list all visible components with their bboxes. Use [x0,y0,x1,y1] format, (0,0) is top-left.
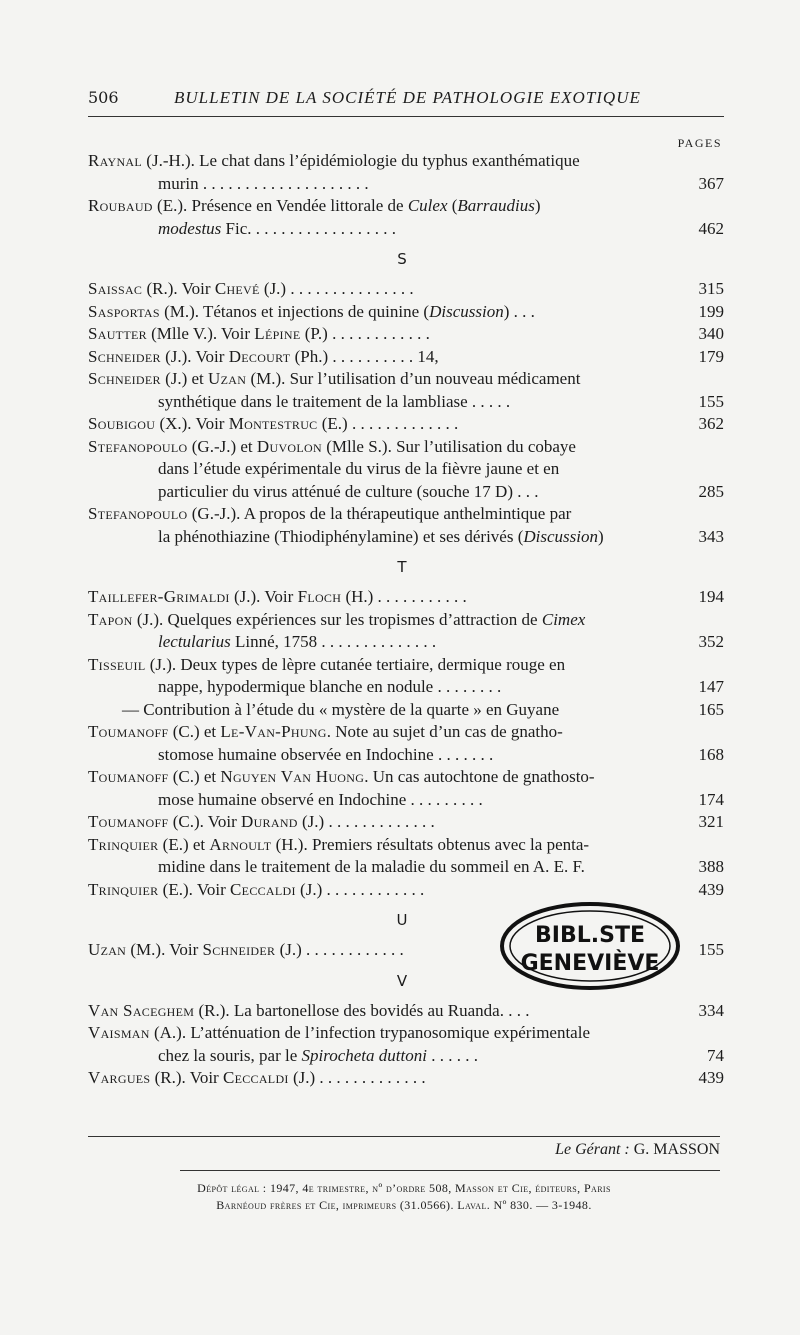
entry-page-number: 388 [698,857,724,876]
section-letter [88,240,724,278]
index-entry [88,346,724,369]
entry-line: Van Saceghem (R.). La bartonellose des bovidés au Ruanda. . . . [88,1000,530,1020]
entry-line: Saissac (R.). Voir Chevé (J.) . . . . . . . . . . . . . . . [88,279,414,298]
index-entry [88,721,724,766]
entry-line: Raynal (J.-H.). Le chat dans l’épidémiologie du typhus exanthématique [88,151,580,170]
entry-line: mose humaine observé en Indochine . . . . . . . . . [158,789,483,809]
index-entry [88,323,724,346]
entry-line: — Contribution à l’étude du « mystère de la quarte » en Guyane [88,699,560,719]
index-entry [88,1000,724,1023]
section-letter [88,548,724,586]
section-letter-text: U [396,911,408,929]
header-rule [88,116,724,117]
entry-line: Roubaud (E.). Présence en Vendée littorale de Culex (Barraudius) [88,196,541,215]
gerant-name: G. MASSON [633,1141,720,1158]
gerant-line [555,1141,720,1159]
running-title: BULLETIN DE LA SOCIÉTÉ DE PATHOLOGIE EXOTIQUE [174,88,641,107]
entry-line: murin . . . . . . . . . . . . . . . . . . . . [158,173,369,193]
entry-line: dans l’étude expérimentale du virus de la fièvre jaune et en [158,459,560,478]
entry-line: Stefanopoulo (G.-J.) et Duvolon (Mlle S.). Sur l’utilisation du cobaye [88,436,576,456]
index-entry [88,586,724,609]
legal-line-1: Dépôt légal : 1947, 4e trimestre, nº d’ordre 508, Masson et Cie, éditeurs, Paris [197,1181,611,1195]
index-entry [88,503,724,548]
entry-line: Toumanoff (C.). Voir Durand (J.) . . . . . . . . . . . . . [88,812,435,831]
entry-line: Taillefer-Grimaldi (J.). Voir Floch (H.) . . . . . . . . . . . [88,587,467,606]
entry-page-number: 439 [698,1068,724,1087]
entry-line: Stefanopoulo (G.-J.). A propos de la thérapeutique anthelmintique par [88,504,572,523]
index-entry [88,699,724,722]
entry-line: la phénothiazine (Thiodiphénylamine) et ses dérivés (Discussion) [158,526,604,546]
gerant-label: Le Gérant : [555,1141,630,1158]
running-header [88,88,724,112]
page-number: 506 [88,88,119,107]
entry-page-number: 367 [698,173,724,193]
entry-line: Toumanoff (C.) et Le-Van-Phung. Note au sujet d’un cas de gnatho- [88,722,563,741]
entry-page-number: 285 [698,481,724,501]
entry-page-number: 362 [698,414,724,433]
entry-page-number: 179 [698,346,724,366]
index-entry [88,436,724,504]
entry-line: Sasportas (M.). Tétanos et injections de quinine (Discussion) . . . [88,301,535,321]
entry-line: particulier du virus atténué de culture (souche 17 D) . . . [158,481,539,501]
entry-page-number: 168 [698,744,724,764]
index-entry [88,609,724,654]
entry-line: Toumanoff (C.) et Nguyen Van Huong. Un cas autochtone de gnathosto- [88,767,595,786]
entry-page-number: 147 [698,677,724,696]
footer-rule [88,1136,720,1137]
entry-line: Vaisman (A.). L’atténuation de l’infection trypanosomique expérimentale [88,1023,591,1042]
entry-page-number: 321 [698,812,724,831]
library-stamp [495,898,685,994]
legal-line-2: Barnéoud frères et Cie, imprimeurs (31.0566). Laval. Nº 830. — 3-1948. [216,1198,592,1212]
entry-page-number: 439 [698,879,724,899]
stamp-line-2: GENEVIÈVE [520,951,660,976]
entry-page-number: 165 [698,699,724,719]
index-entry [88,368,724,413]
index-entry [88,1067,724,1090]
entry-page-number: 340 [698,324,724,343]
entry-line: nappe, hypodermique blanche en nodule . . . . . . . . [158,677,502,696]
entry-page-number: 334 [698,1000,724,1020]
index-entry [88,654,724,699]
index-entry [88,834,724,879]
index-entry [88,278,724,301]
entry-line: Tisseuil (J.). Deux types de lèpre cutanée tertiaire, dermique rouge en [88,654,566,674]
pages-column-label: PAGES [677,136,722,150]
index-entry [88,195,724,240]
entry-page-number: 462 [698,218,724,238]
entry-line: stomose humaine observée en Indochine . . . . . . . [158,744,494,764]
footer-rule-2 [180,1170,720,1171]
entry-page-number: 199 [698,301,724,321]
index-entry [88,301,724,324]
entry-line: Trinquier (E.). Voir Ceccaldi (J.) . . . . . . . . . . . . [88,879,425,899]
entry-page-number: 155 [698,391,724,411]
stamp-line-1: BIBL.STE [535,923,645,948]
entry-line: Soubigou (X.). Voir Montestruc (E.) . . . . . . . . . . . . . [88,414,459,433]
entry-line: modestus Fic. . . . . . . . . . . . . . . . . . [158,218,397,238]
index-entry [88,811,724,834]
entry-page-number: 74 [707,1045,724,1065]
entry-page-number: 343 [698,526,724,546]
section-letter-text: T [397,558,407,576]
index-entry [88,766,724,811]
entry-page-number: 315 [698,279,724,298]
entry-line: chez la souris, par le Spirocheta duttoni . . . . . . [158,1045,478,1065]
entry-line: Trinquier (E.) et Arnoult (H.). Premiers résultats obtenus avec la penta- [88,834,590,854]
entry-line: lectularius Linné, 1758 . . . . . . . . . . . . . . [158,632,437,651]
entry-line: synthétique dans le traitement de la lambliase . . . . . [158,391,511,411]
entry-page-number: 155 [698,940,724,959]
legal-notice [88,1180,720,1214]
entry-line: Schneider (J.). Voir Decourt (Ph.) . . . . . . . . . . 14, [88,346,439,366]
entry-line: Vargues (R.). Voir Ceccaldi (J.) . . . . . . . . . . . . . [88,1068,426,1087]
entry-line: Tapon (J.). Quelques expériences sur les tropismes d’attraction de Cimex [88,609,586,629]
entry-line: Sautter (Mlle V.). Voir Lépine (P.) . . . . . . . . . . . . [88,324,430,343]
entry-page-number: 194 [698,587,724,606]
section-letter-text: S [397,250,407,268]
index-entry [88,413,724,436]
index-entry [88,1022,724,1067]
entry-line: midine dans le traitement de la maladie du sommeil en A. E. F. [158,857,585,876]
entry-line: Schneider (J.) et Uzan (M.). Sur l’utilisation d’un nouveau médicament [88,369,581,388]
entry-line: Uzan (M.). Voir Schneider (J.) . . . . . . . . . . . . [88,940,404,959]
index-entry [88,150,724,195]
section-letter-text: V [396,971,408,990]
entry-page-number: 174 [698,789,724,809]
entry-page-number: 352 [698,632,724,651]
